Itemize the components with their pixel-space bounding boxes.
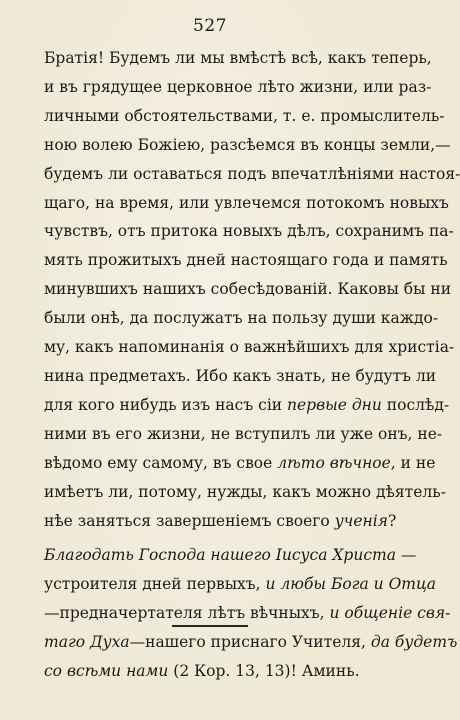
text-line bbox=[44, 275, 452, 304]
text-segment: щаго, на время, или увлечемся потокомъ новыхъ bbox=[44, 193, 449, 212]
text-segment: были онѣ, да послужатъ на пользу души каждо- bbox=[44, 309, 439, 328]
text-line bbox=[44, 362, 437, 391]
paragraph-1 bbox=[44, 44, 460, 535]
text-line bbox=[44, 102, 445, 131]
text-segment: —нашего приснаго Учителя, bbox=[129, 633, 371, 652]
text-segment: —предначертателя лѣтъ вѣчныхъ, bbox=[44, 604, 330, 623]
italic-phrase: лѣто вѣчное bbox=[277, 453, 391, 472]
text-segment: ? bbox=[387, 511, 397, 530]
text-line bbox=[44, 391, 450, 420]
text-line bbox=[44, 189, 449, 218]
text-segment: нина предметахъ. Ибо какъ знать, не будутъ ли bbox=[44, 366, 437, 385]
text-line bbox=[44, 628, 458, 657]
text-segment: имѣетъ ли, потому, нужды, какъ можно дѣятель- bbox=[44, 482, 446, 501]
text-line bbox=[44, 217, 454, 246]
italic-phrase: ученія bbox=[334, 511, 388, 530]
italic-phrase: со всѣми нами bbox=[44, 662, 169, 681]
italic-phrase: первые дни bbox=[287, 395, 382, 414]
text-segment: послѣд- bbox=[381, 395, 450, 414]
text-line bbox=[44, 599, 451, 628]
italic-phrase: и любы Бога и Отца bbox=[265, 575, 437, 594]
text-line bbox=[44, 131, 451, 160]
text-segment: , и не bbox=[390, 453, 436, 472]
italic-phrase: Благодать Господа нашего Іисуса Христа — bbox=[44, 546, 417, 565]
paragraph-2 bbox=[44, 541, 458, 686]
text-line bbox=[44, 478, 446, 507]
text-line bbox=[44, 73, 432, 102]
text-segment: устроителя дней первыхъ, bbox=[44, 575, 266, 594]
text-segment: нѣе заняться завершеніемъ своего bbox=[44, 511, 335, 530]
text-segment: и въ грядущее церковное лѣто жизни, или раз- bbox=[44, 77, 432, 96]
text-segment: мять прожитыхъ дней настоящаго года и память bbox=[44, 251, 448, 270]
text-segment: для кого нибудь изъ насъ сіи bbox=[44, 395, 288, 414]
text-segment: будемъ ли оставаться подъ впечатлѣніями настоя- bbox=[44, 164, 460, 183]
page-body bbox=[44, 44, 460, 686]
text-line bbox=[44, 657, 394, 686]
text-segment: личными обстоятельствами, т. е. промыслитель- bbox=[44, 106, 445, 125]
italic-phrase: и общеніе свя- bbox=[329, 604, 451, 623]
text-line bbox=[44, 507, 397, 536]
text-line bbox=[44, 570, 437, 599]
text-segment: минувшихъ нашихъ собесѣдованій. Каковы бы ни bbox=[44, 280, 452, 299]
page-number: 527 bbox=[193, 16, 227, 36]
text-line bbox=[44, 246, 448, 275]
text-line bbox=[44, 541, 417, 570]
text-segment: му, какъ напоминанія о важнѣйшихъ для христіа- bbox=[44, 338, 455, 357]
text-segment: ними въ его жизни, не вступилъ ли уже онъ, не- bbox=[44, 424, 443, 443]
end-rule bbox=[172, 625, 248, 627]
italic-phrase: да будетъ bbox=[370, 633, 458, 652]
italic-phrase: таго Духа bbox=[44, 633, 130, 652]
text-line bbox=[44, 44, 432, 73]
text-line bbox=[44, 304, 439, 333]
text-line bbox=[44, 420, 443, 449]
text-line bbox=[44, 160, 460, 189]
text-segment: чувствъ, отъ притока новыхъ дѣлъ, сохранимъ па- bbox=[44, 222, 454, 241]
text-segment: Братія! Будемъ ли мы вмѣстѣ всѣ, какъ теперь, bbox=[44, 49, 432, 67]
text-line bbox=[44, 333, 455, 362]
text-segment: (2 Кор. 13, 13)! Аминь. bbox=[168, 662, 360, 681]
text-segment: вѣдомо ему самому, въ свое bbox=[44, 453, 278, 472]
text-line bbox=[44, 449, 436, 478]
text-segment: ною волею Божіею, разсѣемся въ концы земли,— bbox=[44, 135, 451, 154]
